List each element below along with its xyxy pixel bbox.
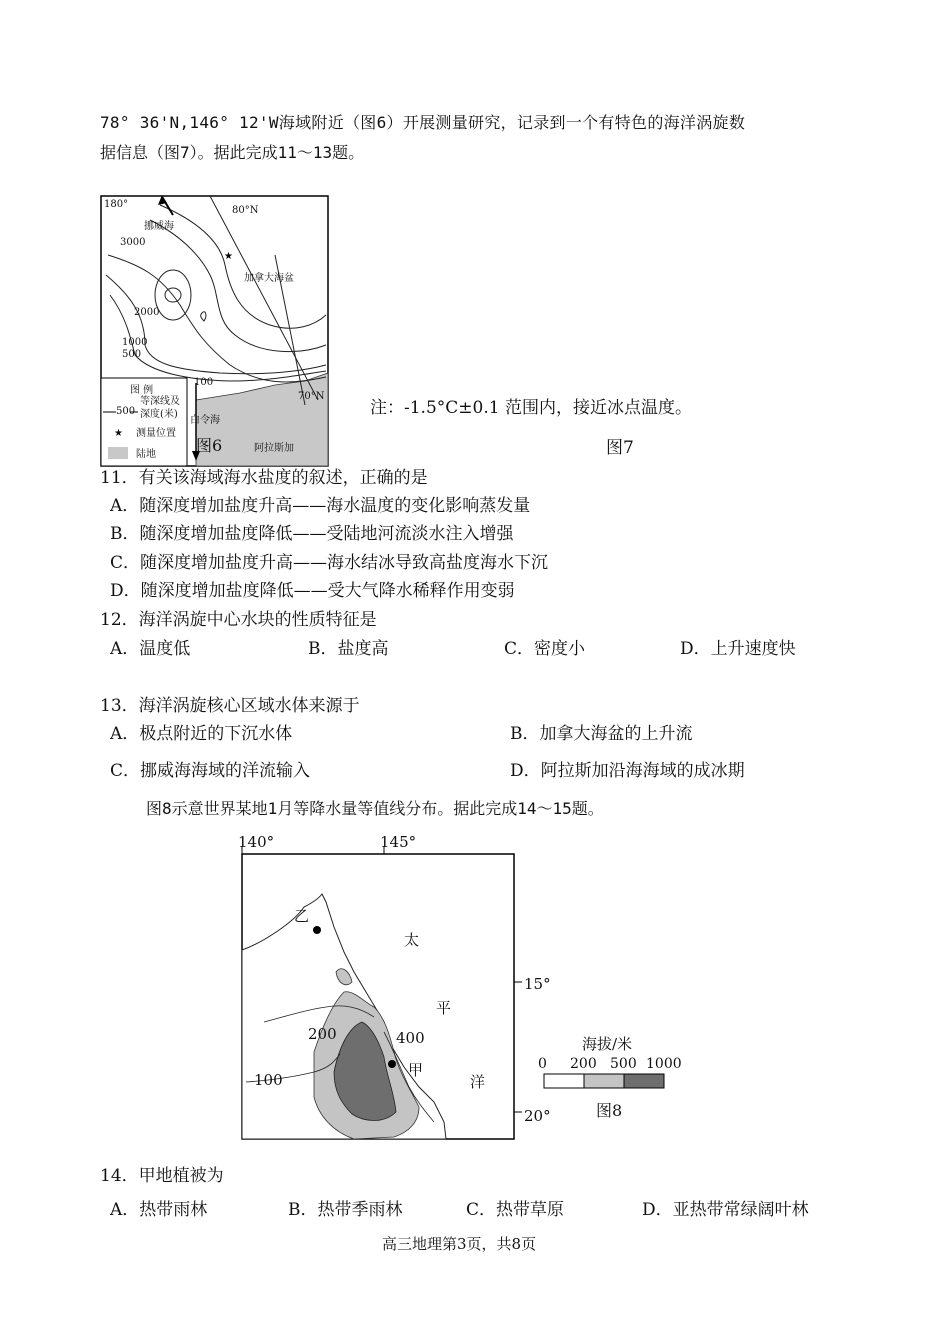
point-yi-marker <box>313 926 321 934</box>
q11-option-a[interactable]: A．随深度增加盐度升高——海水温度的变化影响蒸发量 <box>110 496 531 516</box>
alaska-label: 阿拉斯加 <box>254 443 294 454</box>
isoline-200-label: 200 <box>308 1025 337 1043</box>
ocean-tai-label: 太 <box>404 931 420 949</box>
point-jia-marker <box>388 1060 396 1068</box>
lon-180-label: 180° <box>104 199 129 210</box>
norway-sea-label: 挪威海 <box>144 221 174 232</box>
legend-value-1000: 1000 <box>646 1056 682 1072</box>
legend-title: 图 例 <box>130 385 154 396</box>
depth-1000-label: 1000 <box>122 337 148 348</box>
q13-option-d[interactable]: D．阿拉斯加沿海海域的成冰期 <box>510 761 745 781</box>
legend-value-500: 500 <box>610 1056 637 1072</box>
q14-option-d[interactable]: D．亚热带常绿阔叶林 <box>642 1200 809 1220</box>
figure-6 <box>100 195 330 467</box>
q14-stem: 14．甲地植被为 <box>100 1166 224 1186</box>
legend-contour-label-1: 等深线及 <box>140 396 180 407</box>
q11-stem: 11．有关该海域海水盐度的叙述，正确的是 <box>100 468 428 488</box>
lon-140-label: 140° <box>238 833 275 851</box>
depth-2000-label: 2000 <box>134 307 160 318</box>
lat-20-label: 20° <box>524 1107 551 1125</box>
intro-line-1: 78° 36'N,146° 12'W海域附近（图6）开展测量研究，记录到一个有特色的海洋涡旋数 <box>100 113 746 132</box>
figure-6-caption: 图6 <box>196 436 223 455</box>
page-footer: 高三地理第3页，共8页 <box>382 1235 537 1253</box>
ocean-yang-label: 洋 <box>470 1073 486 1091</box>
q13-option-a[interactable]: A．极点附近的下沉水体 <box>110 724 293 744</box>
legend-station-label: 测量位置 <box>136 428 176 439</box>
q14-option-b[interactable]: B．热带季雨林 <box>288 1200 403 1220</box>
q13-option-c[interactable]: C．挪威海海域的洋流输入 <box>110 761 311 781</box>
legend-contour-label-2: 深度(米) <box>140 409 178 420</box>
legend-contour-value: 500 <box>116 406 136 417</box>
canada-basin-label: 加拿大海盆 <box>244 273 294 284</box>
legend-land-label: 陆地 <box>136 449 156 460</box>
figure-8-caption: 图8 <box>596 1101 623 1120</box>
beaufort-label: 白令海 <box>190 415 220 426</box>
intro-line-2: 据信息（图7）。据此完成11～13题。 <box>100 143 365 162</box>
legend-station-star-icon: ★ <box>114 428 123 439</box>
q12-option-c[interactable]: C．密度小 <box>504 639 586 659</box>
q14-option-a[interactable]: A．热带雨林 <box>110 1200 208 1220</box>
lat-80-label: 80°N <box>232 205 259 216</box>
intro-2: 图8示意世界某地1月等降水量等值线分布。据此完成14～15题。 <box>146 799 604 818</box>
q12-stem: 12．海洋涡旋中心水块的性质特征是 <box>100 610 377 630</box>
figure-8-map <box>234 832 694 1142</box>
isoline-100-label: 100 <box>254 1071 283 1089</box>
figure-8 <box>234 832 694 1142</box>
figure-7-note: 注：-1.5°C±0.1 范围内，接近冰点温度。 <box>370 398 692 418</box>
q12-option-b[interactable]: B．盐度高 <box>308 639 389 659</box>
isoline-400-label: 400 <box>396 1029 425 1047</box>
q11-option-b[interactable]: B．随深度增加盐度降低——受陆地河流淡水注入增强 <box>110 524 514 544</box>
point-yi-label: 乙 <box>294 907 310 925</box>
figure-7-caption: 图7 <box>606 438 634 458</box>
q11-option-d[interactable]: D．随深度增加盐度降低——受大气降水稀释作用变弱 <box>110 581 515 601</box>
lon-145-label: 145° <box>380 833 417 851</box>
q13-stem: 13．海洋涡旋核心区域水体来源于 <box>100 696 360 716</box>
q13-option-b[interactable]: B．加拿大海盆的上升流 <box>510 724 693 744</box>
depth-500-label: 500 <box>122 349 142 360</box>
depth-100-label: 100 <box>194 377 214 388</box>
legend-value-0: 0 <box>538 1056 547 1072</box>
legend-elevation-title: 海拔/米 <box>582 1035 633 1053</box>
lat-70-label: 70°N <box>298 391 325 402</box>
ocean-ping-label: 平 <box>436 999 452 1017</box>
station-star-icon: ★ <box>224 251 233 262</box>
depth-3000-label: 3000 <box>120 237 146 248</box>
q14-option-c[interactable]: C．热带草原 <box>466 1200 565 1220</box>
q11-option-c[interactable]: C．随深度增加盐度升高——海水结冰导致高盐度海水下沉 <box>110 553 549 573</box>
q12-option-a[interactable]: A．温度低 <box>110 639 191 659</box>
q12-option-d[interactable]: D．上升速度快 <box>680 639 796 659</box>
point-jia-label: 甲 <box>408 1061 424 1079</box>
legend-value-200: 200 <box>570 1056 597 1072</box>
lat-15-label: 15° <box>524 975 551 993</box>
